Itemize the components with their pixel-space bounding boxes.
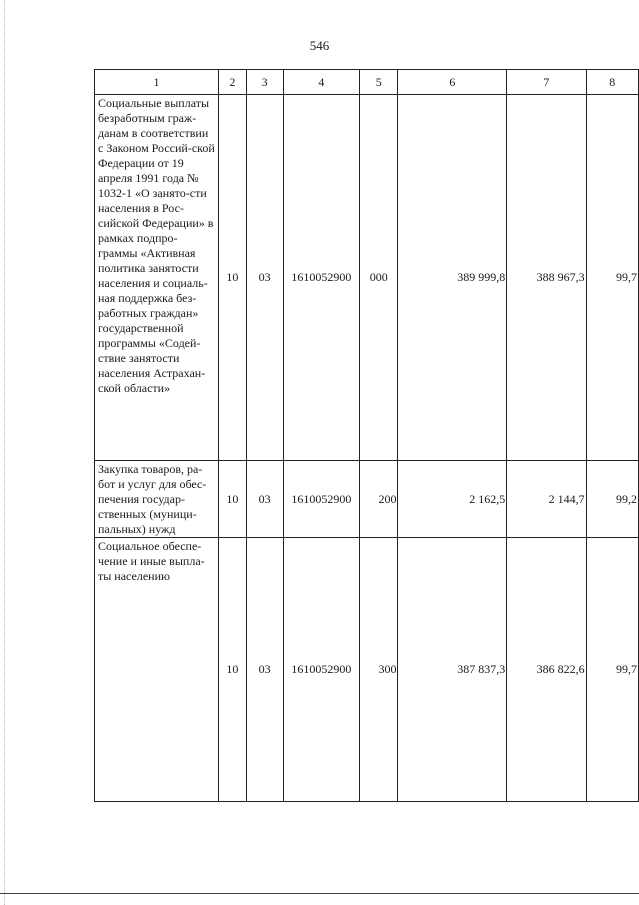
row-description: Социальное обеспе-чение и иные выпла-ты населению <box>95 538 219 802</box>
subsection-code: 03 <box>246 461 283 538</box>
header-cell-8: 8 <box>586 70 638 95</box>
amount-executed: 2 144,7 <box>507 461 586 538</box>
header-cell-2: 2 <box>219 70 247 95</box>
header-cell-6: 6 <box>398 70 507 95</box>
budget-table <box>94 69 639 802</box>
page-number: 546 <box>309 38 330 53</box>
expense-type-code: 300 <box>360 538 398 802</box>
row-description: Социальные выплаты безработным граж-данам в соответствии с Законом Россий-ской Федерации от 19 апреля 1991 года № 1032-1 «О занято-сти населения в Рос-сийской Федерации» в рамках подпро-граммы «Активная политика занятости населения и социаль-ная поддержка без-работных граждан» государственной программы «Содей-ствие занятости населения Астрахан-ской области» <box>95 95 219 461</box>
target-article-code: 1610052900 <box>283 461 360 538</box>
header-cell-4: 4 <box>283 70 360 95</box>
execution-percent: 99,2 <box>586 461 638 538</box>
target-article-code: 1610052900 <box>283 538 360 802</box>
row-description: Закупка товаров, ра-бот и услуг для обес-печения государ-ственных (муници-пальных) нужд <box>95 461 219 538</box>
execution-percent: 99,7 <box>586 95 638 461</box>
amount-planned: 389 999,8 <box>398 95 507 461</box>
header-cell-1: 1 <box>95 70 219 95</box>
section-code: 10 <box>219 461 247 538</box>
header-cell-3: 3 <box>246 70 283 95</box>
section-code: 10 <box>219 95 247 461</box>
expense-type-code: 000 <box>360 95 398 461</box>
execution-percent: 99,7 <box>586 538 638 802</box>
page-bottom-rule <box>0 893 639 894</box>
scan-margin-dots <box>4 0 5 905</box>
subsection-code: 03 <box>246 95 283 461</box>
table-row <box>95 95 639 461</box>
amount-executed: 388 967,3 <box>507 95 586 461</box>
amount-planned: 2 162,5 <box>398 461 507 538</box>
target-article-code: 1610052900 <box>283 95 360 461</box>
subsection-code: 03 <box>246 538 283 802</box>
header-cell-7: 7 <box>507 70 586 95</box>
table-header-row <box>95 70 639 95</box>
amount-planned: 387 837,3 <box>398 538 507 802</box>
table-row <box>95 538 639 802</box>
amount-executed: 386 822,6 <box>507 538 586 802</box>
section-code: 10 <box>219 538 247 802</box>
table-row <box>95 461 639 538</box>
header-cell-5: 5 <box>360 70 398 95</box>
expense-type-code: 200 <box>360 461 398 538</box>
